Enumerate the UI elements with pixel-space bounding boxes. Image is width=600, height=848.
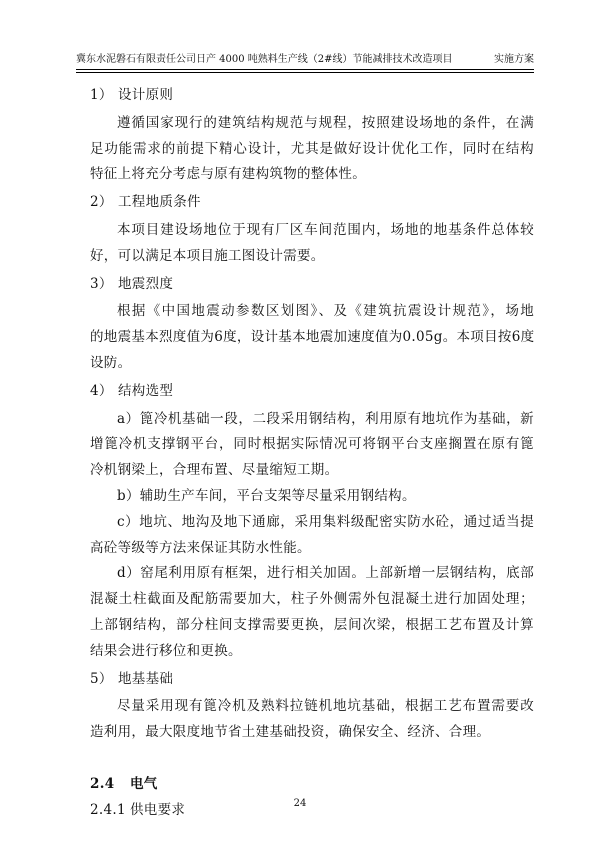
item-number: 4） xyxy=(90,382,113,399)
item-title: 工程地质条件 xyxy=(118,194,201,211)
item-title: 地震烈度 xyxy=(118,275,174,292)
paragraph-line: 增篦冷机支撑钢平台，同时根据实际情况可将钢平台支座搁置在原有篦 xyxy=(90,436,534,453)
paragraph-line: 尽量采用现有篦冷机及熟料拉链机地坑基础，根据工艺布置需要改 xyxy=(117,698,534,715)
paragraph-line: 足功能需求的前提下精心设计，尤其是做好设计优化工作，同时在结构 xyxy=(90,140,534,157)
item-heading-geology xyxy=(90,190,534,216)
item-title: 结构选型 xyxy=(118,382,174,399)
paragraph-line: 根据《中国地震动参数区划图》、及《建筑抗震设计规范》，场地 xyxy=(117,303,534,320)
subsection-title: 供电要求 xyxy=(130,801,186,818)
paragraph-line: 高砼等级等方法来保证其防水性能。 xyxy=(90,539,311,556)
item-title: 地基基础 xyxy=(118,670,174,687)
item-heading-foundation xyxy=(90,667,534,693)
item-number: 2） xyxy=(90,194,113,211)
paragraph-line: 结果会进行移位和更换。 xyxy=(90,642,242,659)
paragraph-line: 造利用，最大限度地节省土建基础投资，确保安全、经济、合理。 xyxy=(90,724,491,741)
header-rule-thin xyxy=(76,72,534,73)
paragraph-line: 冷机钢梁上，合理布置、尽量缩短工期。 xyxy=(90,462,339,479)
section-title: 电气 xyxy=(130,775,158,792)
item-heading-seismic xyxy=(90,272,534,298)
running-header xyxy=(76,50,534,66)
paragraph-line: 好，可以满足本项目施工图设计需要。 xyxy=(90,247,325,264)
item-title: 设计原则 xyxy=(118,87,174,103)
paragraph-line: b）辅助生产车间，平台支架等尽量采用钢结构。 xyxy=(117,487,416,504)
header-project-title: 冀东水泥磐石有限责任公司日产 4000 吨熟料生产线（2#线）节能减排技术改造项目 xyxy=(76,54,453,65)
header-doc-type: 实施方案 xyxy=(494,54,534,65)
subsection-number: 2.4.1 xyxy=(90,801,126,818)
spacer xyxy=(90,746,534,772)
paragraph-line: 设防。 xyxy=(90,354,132,371)
item-number: 5） xyxy=(90,670,113,687)
paragraph-line: 遵循国家现行的建筑结构规范与规程，按照建设场地的条件，在满 xyxy=(117,114,534,131)
item-heading-structure xyxy=(90,379,534,405)
page-number: 24 xyxy=(293,798,307,809)
paragraph-line: d）窑尾利用原有框架，进行相关加固。上部新增一层钢结构，底部 xyxy=(117,565,534,582)
section-number: 2.4 xyxy=(90,775,115,792)
paragraph-line: 上部钢结构，部分柱间支撑需要更换，层间次梁，根据工艺布置及计算 xyxy=(90,616,534,633)
body-text xyxy=(90,81,534,824)
paragraph-line: a）篦冷机基础一段，二段采用钢结构，利用原有地坑作为基础，新 xyxy=(117,410,534,427)
paragraph-line: 特征上将充分考虑与原有建构筑物的整体性。 xyxy=(90,166,366,183)
item-heading-design-principles xyxy=(90,83,534,109)
paragraph-line: 的地震基本烈度值为6度，设计基本地震加速度值为0.05g。本项目按6度 xyxy=(90,329,535,346)
item-number: 3） xyxy=(90,275,113,292)
paragraph-line: 本项目建设场地位于现有厂区车间范围内，场地的地基条件总体较 xyxy=(117,221,534,238)
header-rule-thick xyxy=(76,69,534,70)
item-number: 1） xyxy=(90,87,113,103)
paragraph-line: 混凝土柱截面及配筋需要加大，柱子外侧需外包混凝土进行加固处理； xyxy=(90,591,534,608)
section-heading xyxy=(90,772,534,798)
paragraph-line: c）地坑、地沟及地下通廊，采用集料级配密实防水砼，通过适当提 xyxy=(117,513,534,530)
